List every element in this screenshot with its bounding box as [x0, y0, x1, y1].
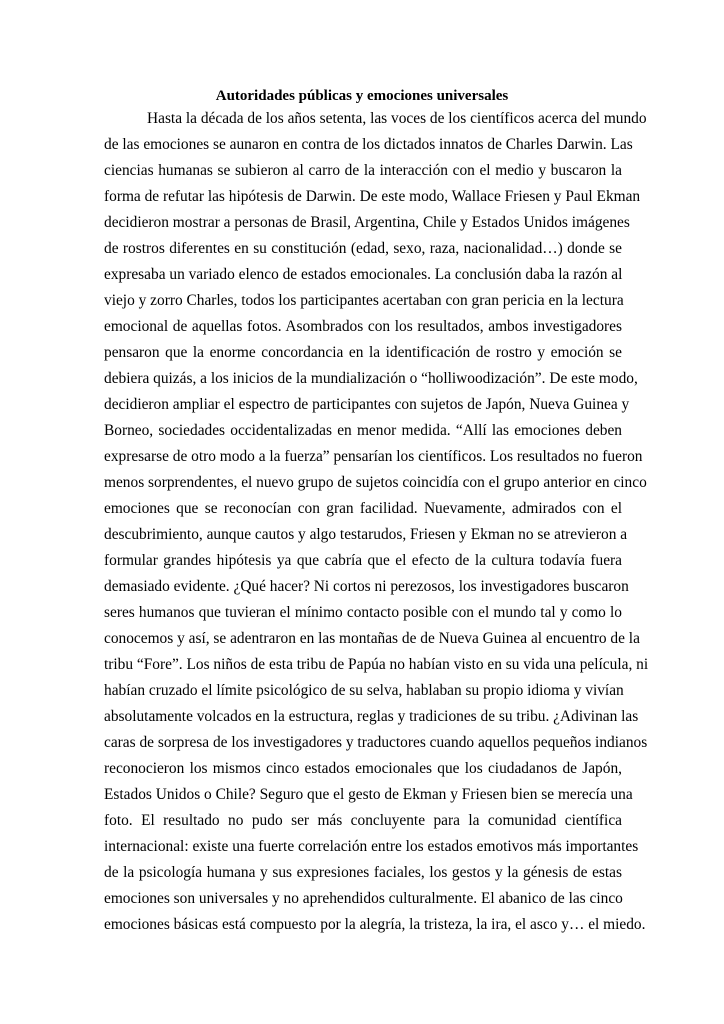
paragraph-line: tribu “Fore”. Los niños de esta tribu de Papúa no habían visto en su vida una película, ni [104, 656, 649, 673]
paragraph-line: absolutamente volcados en la estructura, reglas y tradiciones de su tribu. ¿Adivinan las [104, 708, 639, 725]
paragraph-line: de la psicología humana y sus expresiones faciales, los gestos y la génesis de estas [104, 864, 622, 881]
paragraph-line: descubrimiento, aunque cautos y algo testarudos, Friesen y Ekman no se atrevieron a [104, 526, 628, 543]
paragraph-line: decidieron mostrar a personas de Brasil, Argentina, Chile y Estados Unidos imágenes [104, 214, 630, 231]
paragraph-line: emocional de aquellas fotos. Asombrados con los resultados, ambos investigadores [104, 318, 622, 335]
paragraph-line: conocemos y así, se adentraron en las montañas de de Nueva Guinea al encuentro de la [104, 630, 640, 647]
paragraph-line: reconocieron los mismos cinco estados emocionales que los ciudadanos de Japón, [104, 760, 622, 777]
paragraph-line: seres humanos que tuvieran el mínimo contacto posible con el mundo tal y como lo [104, 604, 622, 621]
paragraph-line: emociones básicas está compuesto por la alegría, la tristeza, la ira, el asco y… el miedo. [104, 916, 646, 933]
paragraph-line: formular grandes hipótesis ya que cabría que el efecto de la cultura todavía fuera [104, 552, 622, 569]
paragraph-line: de las emociones se aunaron en contra de los dictados innatos de Charles Darwin. Las [104, 136, 633, 153]
paragraph-line: habían cruzado el límite psicológico de su selva, hablaban su propio idioma y vivían [104, 682, 624, 699]
paragraph-line: caras de sorpresa de los investigadores y traductores cuando aquellos pequeños indianos [104, 734, 648, 751]
paragraph-line: Estados Unidos o Chile? Seguro que el gesto de Ekman y Friesen bien se merecía una [104, 786, 633, 803]
paragraph-line: menos sorprendentes, el nuevo grupo de sujetos coincidía con el grupo anterior en cinco [104, 474, 647, 491]
paragraph-line: ciencias humanas se subieron al carro de la interacción con el medio y buscaron la [104, 162, 622, 179]
paragraph-line: decidieron ampliar el espectro de participantes con sujetos de Japón, Nueva Guinea y [104, 396, 630, 413]
document-title: Autoridades públicas y emociones universales [215, 88, 509, 104]
paragraph-line: viejo y zorro Charles, todos los participantes acertaban con gran pericia en la lectura [104, 292, 624, 309]
paragraph-line: de rostros diferentes en su constitución (edad, sexo, raza, nacionalidad…) donde se [104, 240, 622, 257]
paragraph-line: forma de refutar las hipótesis de Darwin. De este modo, Wallace Friesen y Paul Ekman [104, 188, 641, 205]
paragraph-line: Hasta la década de los años setenta, las voces de los científicos acerca del mundo [147, 110, 647, 127]
paragraph-line: emociones que se reconocían con gran facilidad. Nuevamente, admirados con el [104, 500, 622, 517]
paragraph-line: Borneo, sociedades occidentalizadas en menor medida. “Allí las emociones deben [104, 422, 622, 439]
paragraph-line: pensaron que la enorme concordancia en la identificación de rostro y emoción se [104, 344, 622, 361]
paragraph-line: foto. El resultado no pudo ser más concluyente para la comunidad científica [104, 812, 622, 829]
paragraph-line: expresarse de otro modo a la fuerza” pensarían los científicos. Los resultados no fueron [104, 448, 643, 465]
body-paragraph [104, 106, 649, 938]
paragraph-line: internacional: existe una fuerte correlación entre los estados emotivos más importantes [104, 838, 639, 855]
paragraph-line: emociones son universales y no aprehendidos culturalmente. El abanico de las cinco [104, 890, 623, 907]
paragraph-line: expresaba un variado elenco de estados emocionales. La conclusión daba la razón al [104, 266, 623, 283]
paragraph-line: debiera quizás, a los inicios de la mundialización o “holliwoodización”. De este modo, [104, 370, 638, 387]
paragraph-line: demasiado evidente. ¿Qué hacer? Ni cortos ni perezosos, los investigadores buscaron [104, 578, 629, 595]
